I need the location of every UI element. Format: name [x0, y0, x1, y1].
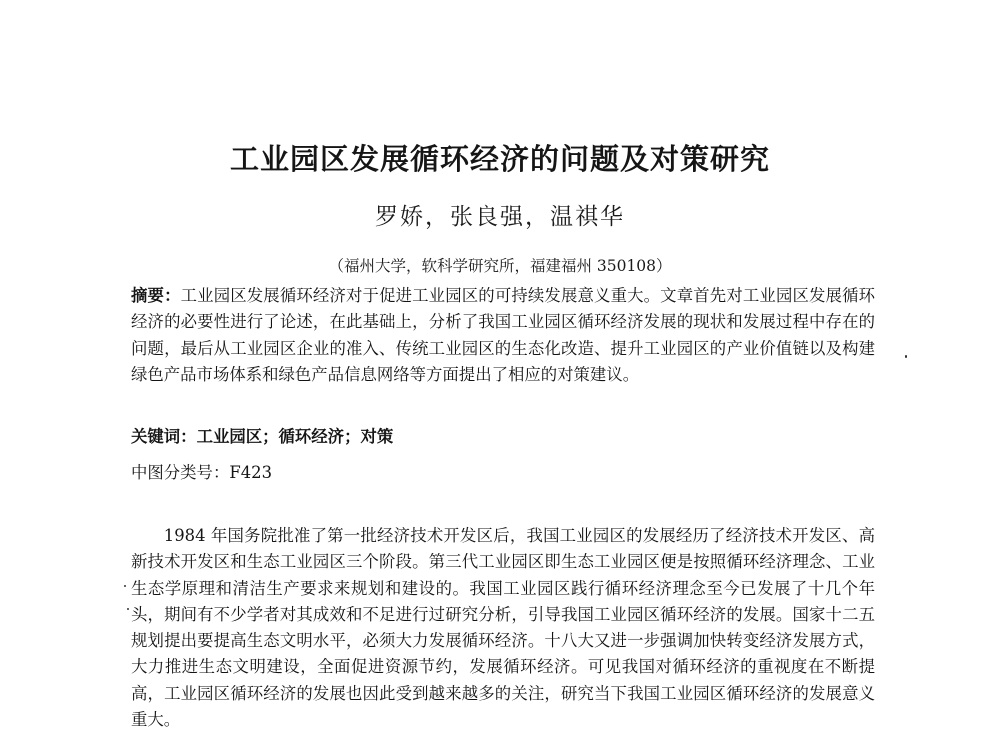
abstract — [131, 283, 875, 389]
keywords-label: 关键词： — [131, 427, 197, 446]
abstract-label: 摘要： — [131, 286, 181, 305]
paper-authors: 罗娇，张良强，温祺华 — [375, 204, 625, 230]
keywords — [131, 423, 875, 447]
classification-label: 中图分类号： — [131, 463, 230, 482]
author-affiliation: （福州大学，软科学研究所，福建福州 350108） — [328, 257, 672, 275]
paper-title: 工业园区发展循环经济的问题及对策研究 — [229, 142, 770, 176]
scan-speck — [127, 608, 129, 610]
body-paragraph: 1984 年国务院批准了第一批经济技术开发区后，我国工业园区的发展经历了经济技术开发区、高新技术开发区和生态工业园区三个阶段。第三代工业园区即生态工业园区便是按照循环经济理念、工业生态学原理和清洁生产要求来规划和建设的。我国工业园区践行循环经济理念至今已发展了十几个年头，期间有不少学者对其成效和不足进行过研究分析，引导我国工业园区循环经济的发展。国家十二五规划提出要提高生态文明水平，必须大力发展循环经济。十八大又进一步强调加快转变经济发展方式，大力推进生态文明建设，全面促进资源节约，发展循环经济。可见我国对循环经济的重视度在不断提高，工业园区循环经济的发展也因此受到越来越多的关注，研究当下我国工业园区循环经济的发展意义重大。 — [131, 526, 875, 730]
keywords-list: 工业园区；循环经济；对策 — [196, 427, 394, 446]
abstract-text: 工业园区发展循环经济对于促进工业园区的可持续发展意义重大。文章首先对工业园区发展循环经济的必要性进行了论述，在此基础上，分析了我国工业园区循环经济发展的现状和发展过程中存在的问题，最后从工业园区企业的准入、传统工业园区的生态化改造、提升工业园区的产业价值链以及构建绿色产品市场体系和绿色产品信息网络等方面提出了相应的对策建议。 — [131, 286, 876, 385]
classification-number — [131, 459, 875, 483]
scan-speck — [124, 585, 126, 587]
classification-value: F423 — [229, 463, 273, 482]
scan-speck — [905, 355, 907, 358]
